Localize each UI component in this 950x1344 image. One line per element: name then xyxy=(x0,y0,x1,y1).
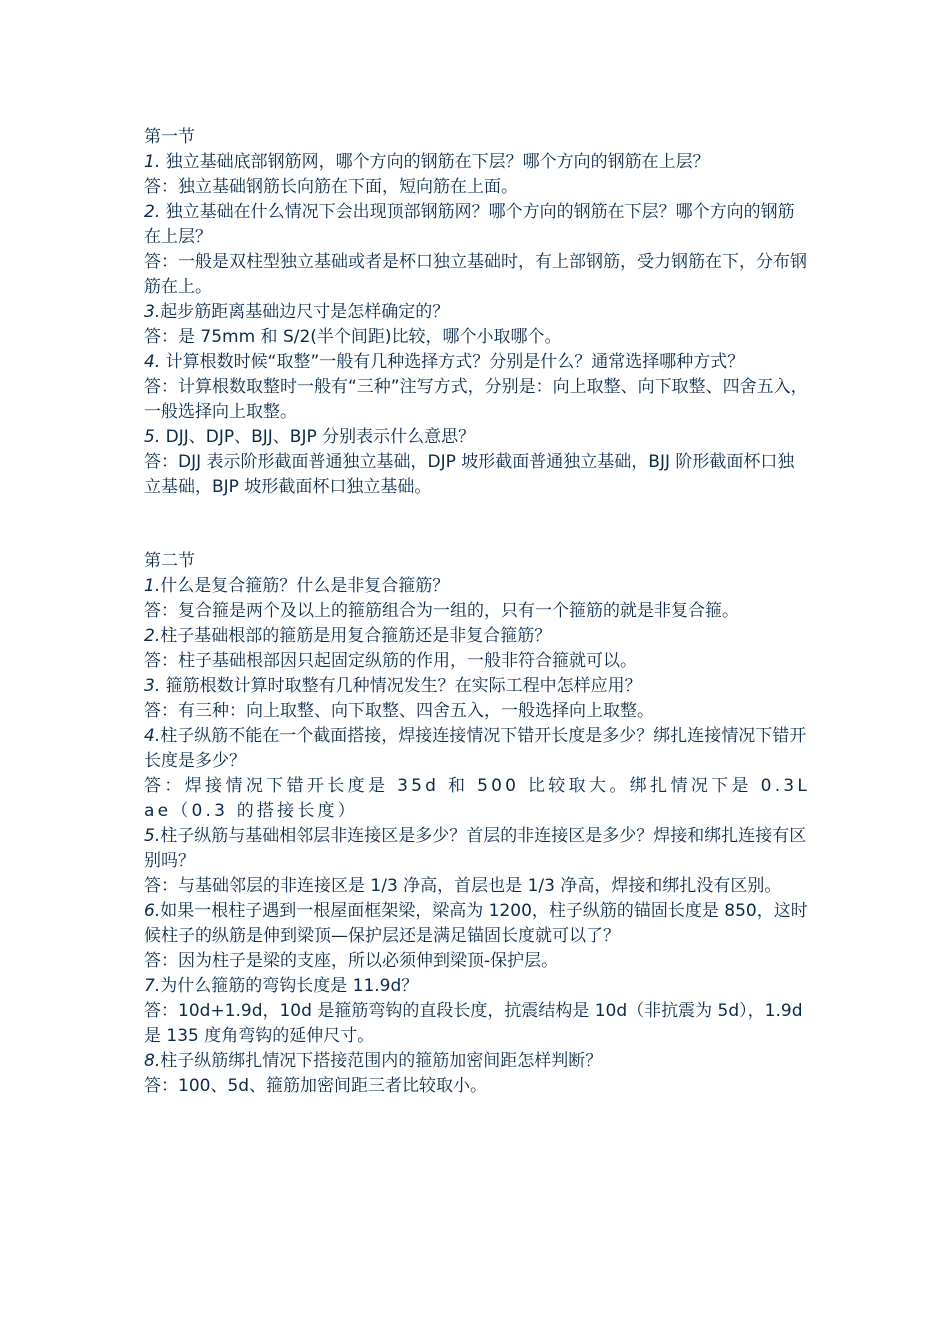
question-number: 8. xyxy=(144,1051,161,1071)
answer: 答：DJJ 表示阶形截面普通独立基础，DJP 坡形截面普通独立基础，BJJ 阶形截面杯口独立基础，BJP 坡形截面杯口独立基础。 xyxy=(144,452,795,497)
question-text: 柱子纵筋绑扎情况下搭接范围内的箍筋加密间距怎样判断？ xyxy=(160,1051,603,1071)
question xyxy=(144,674,810,699)
question xyxy=(144,350,810,375)
question-number: 3. xyxy=(144,302,161,322)
answer: 答：焊接情况下错开长度是 35d 和 500 比较取大。绑扎情况下是 0.3Lae（0.3 的搭接长度） xyxy=(144,776,810,821)
answer: 答：与基础邻层的非连接区是 1/3 净高，首层也是 1/3 净高，焊接和绑扎没有区别。 xyxy=(144,876,782,896)
question xyxy=(144,824,810,874)
answer: 答：有三种：向上取整、向下取整、四舍五入，一般选择向上取整。 xyxy=(144,701,654,721)
answer: 答：10d+1.9d，10d 是箍筋弯钩的直段长度，抗震结构是 10d（非抗震为 5d），1.9d 是 135 度角弯钩的延伸尺寸。 xyxy=(144,1001,803,1046)
question-number: 2. xyxy=(144,202,161,222)
question xyxy=(144,150,810,175)
question-text: 起步筋距离基础边尺寸是怎样确定的？ xyxy=(160,302,450,322)
question-number: 4. xyxy=(144,352,161,372)
answer: 答：因为柱子是梁的支座，所以必须伸到梁顶-保护层。 xyxy=(144,951,559,971)
question-text: 如果一根柱子遇到一根屋面框架梁，梁高为 1200，柱子纵筋的锚固长度是 850，这时候柱子的纵筋是伸到梁顶—保护层还是满足锚固长度就可以了？ xyxy=(144,901,808,946)
question-number: 1. xyxy=(144,576,161,596)
question xyxy=(144,574,810,599)
question-number: 3. xyxy=(144,676,161,696)
answer: 答：独立基础钢筋长向筋在下面，短向筋在上面。 xyxy=(144,177,518,197)
answer: 答：一般是双柱型独立基础或者是杯口独立基础时，有上部钢筋，受力钢筋在下，分布钢筋在上。 xyxy=(144,252,807,297)
answer: 答：100、5d、箍筋加密间距三者比较取小。 xyxy=(144,1076,488,1096)
question-number: 6. xyxy=(144,901,161,921)
question-text: 柱子基础根部的箍筋是用复合箍筋还是非复合箍筋？ xyxy=(160,626,552,646)
question-text: 计算根数时候“取整”一般有几种选择方式？分别是什么？通常选择哪种方式？ xyxy=(160,352,745,372)
question xyxy=(144,300,810,325)
question-number: 7. xyxy=(144,976,161,996)
question-number: 1. xyxy=(144,152,161,172)
question xyxy=(144,1049,810,1074)
question-text: 柱子纵筋与基础相邻层非连接区是多少？首层的非连接区是多少？焊接和绑扎连接有区别吗？ xyxy=(144,826,807,871)
question xyxy=(144,425,810,450)
question-text: 独立基础在什么情况下会出现顶部钢筋网？哪个方向的钢筋在下层？哪个方向的钢筋在上层？ xyxy=(144,202,795,247)
section-title: 第一节 xyxy=(144,127,195,147)
question-text: 独立基础底部钢筋网，哪个方向的钢筋在下层？哪个方向的钢筋在上层？ xyxy=(160,152,710,172)
question xyxy=(144,899,810,949)
answer: 答：计算根数取整时一般有“三种”注写方式，分别是：向上取整、向下取整、四舍五入，一般选择向上取整。 xyxy=(144,377,808,422)
question-number: 2. xyxy=(144,626,161,646)
answer: 答：是 75mm 和 S/2(半个间距)比较，哪个小取哪个。 xyxy=(144,327,562,347)
section-1 xyxy=(144,125,810,500)
document-page xyxy=(144,125,810,1099)
question-number: 5. xyxy=(144,826,161,846)
answer: 答：复合箍是两个及以上的箍筋组合为一组的，只有一个箍筋的就是非复合箍。 xyxy=(144,601,739,621)
question-number: 4. xyxy=(144,726,161,746)
question xyxy=(144,724,810,774)
question-number: 5. xyxy=(144,427,161,447)
question xyxy=(144,624,810,649)
question-text: DJJ、DJP、BJJ、BJP 分别表示什么意思？ xyxy=(160,427,476,447)
question-text: 箍筋根数计算时取整有几种情况发生？在实际工程中怎样应用？ xyxy=(160,676,642,696)
section-2 xyxy=(144,549,810,1099)
question-text: 什么是复合箍筋？什么是非复合箍筋？ xyxy=(160,576,450,596)
question-text: 为什么箍筋的弯钩长度是 11.9d？ xyxy=(160,976,419,996)
question-text: 柱子纵筋不能在一个截面搭接，焊接连接情况下错开长度是多少？绑扎连接情况下错开长度是多少？ xyxy=(144,726,807,771)
question xyxy=(144,200,810,250)
section-title: 第二节 xyxy=(144,551,195,571)
question xyxy=(144,974,810,999)
answer: 答：柱子基础根部因只起固定纵筋的作用，一般非符合箍就可以。 xyxy=(144,651,637,671)
